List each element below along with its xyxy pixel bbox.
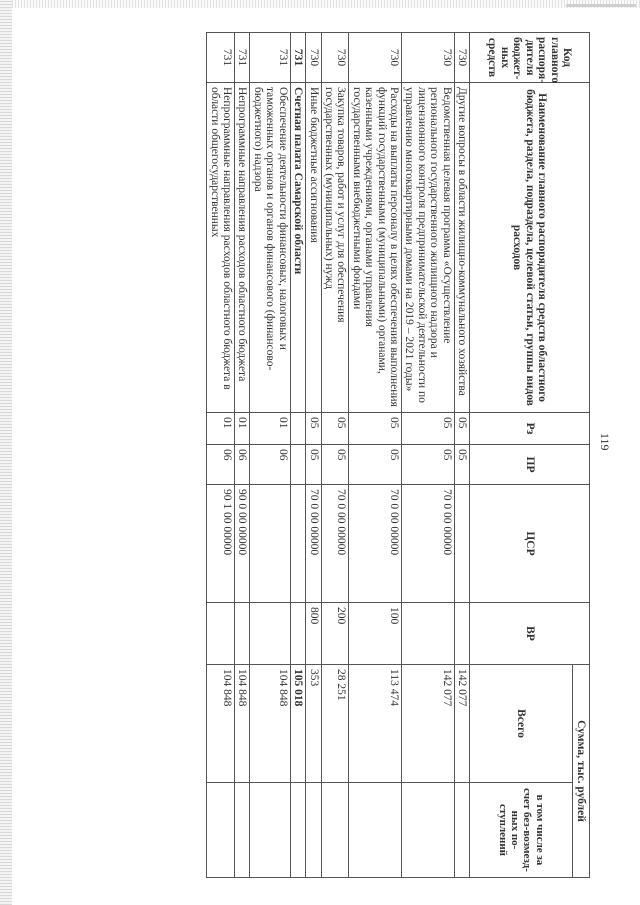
cell-pr: 06 (235, 445, 250, 485)
cell-rz: 05 (349, 413, 402, 445)
scan-edge-top (12, 0, 640, 8)
cell-code: 730 (454, 33, 469, 83)
cell-code: 730 (349, 33, 402, 83)
cell-pr: 05 (349, 445, 402, 485)
table-row (290, 33, 305, 878)
cell-csr: 70 0 00 00000 (349, 485, 402, 603)
cell-pr: 06 (207, 445, 235, 485)
cell-code: 731 (250, 33, 290, 83)
cell-pr: 05 (454, 445, 469, 485)
cell-csr (250, 485, 290, 603)
scan-edge-left (0, 0, 12, 905)
header-name: Наименование главного распорядителя средств областного бюджета, раздела, подраздела, целевой статьи, группы видов расходов (470, 83, 590, 413)
scan-corner-mark (566, 4, 636, 7)
cell-name: Расходы на выплаты персоналу в целях обеспечения выполнения функций государственными (муниципальными) органами, казенными учреждениями, органами управления государственными внебюджетными фондами (349, 83, 402, 413)
table-row (401, 33, 454, 878)
table-row (250, 33, 290, 878)
cell-code: 731 (290, 33, 305, 83)
cell-rz: 01 (235, 413, 250, 445)
cell-free (250, 783, 290, 878)
cell-code: 730 (401, 33, 454, 83)
cell-total: 105 018 (290, 665, 305, 783)
cell-free (349, 783, 402, 878)
cell-code: 730 (306, 33, 321, 83)
cell-csr (290, 485, 305, 603)
header-sum: Сумма, тыс. рублей (573, 665, 590, 878)
cell-name: Иные бюджетные ассигнования (306, 83, 321, 413)
cell-code: 731 (207, 33, 235, 83)
budget-table (206, 32, 590, 878)
cell-rz: 05 (306, 413, 321, 445)
header-csr: ЦСР (470, 485, 590, 603)
cell-csr: 90 0 00 00000 (235, 485, 250, 603)
cell-name: Обеспечение деятельности финансовых, налоговых и таможенных органов и органов финансового (финансово-бюджетного) надзора (250, 83, 290, 413)
cell-free (207, 783, 235, 878)
table-row (207, 33, 235, 878)
cell-name: Закупка товаров, работ и услуг для обеспечения государственных (муниципальных) нужд (321, 83, 349, 413)
cell-vr: 800 (306, 603, 321, 665)
cell-name: Непрограммные направления расходов областного бюджета (235, 83, 250, 413)
table-body (207, 33, 470, 878)
cell-total: 142 077 (454, 665, 469, 783)
cell-csr (454, 485, 469, 603)
table-row (321, 33, 349, 878)
cell-vr (401, 603, 454, 665)
cell-vr (250, 603, 290, 665)
cell-total: 28 251 (321, 665, 349, 783)
cell-pr: 05 (401, 445, 454, 485)
cell-csr: 70 0 00 00000 (401, 485, 454, 603)
table-row (235, 33, 250, 878)
cell-code: 730 (321, 33, 349, 83)
cell-free (321, 783, 349, 878)
header-code: Код главного распоря-дителя бюджет-ных средств (470, 33, 590, 83)
table-row (306, 33, 321, 878)
header-rz: Рз (470, 413, 590, 445)
cell-free (401, 783, 454, 878)
table-row (349, 33, 402, 878)
cell-total: 113 474 (349, 665, 402, 783)
cell-vr: 200 (321, 603, 349, 665)
cell-rz: 05 (321, 413, 349, 445)
header-vr: ВР (470, 603, 590, 665)
cell-pr (290, 445, 305, 485)
cell-vr (454, 603, 469, 665)
table-row (454, 33, 469, 878)
cell-total: 353 (306, 665, 321, 783)
cell-rz (290, 413, 305, 445)
cell-pr: 05 (306, 445, 321, 485)
cell-vr (235, 603, 250, 665)
cell-free (290, 783, 305, 878)
cell-total: 104 848 (250, 665, 290, 783)
cell-total: 104 848 (235, 665, 250, 783)
cell-name: Ведомственная целевая программа «Осуществление регионального государственного жилищного надзора и лицензионного контроля предпринимательской деятельности по управлению многоквартирными домами на 2019 – 2021 годы» (401, 83, 454, 413)
header-pr: ПР (470, 445, 590, 485)
cell-rz: 05 (454, 413, 469, 445)
cell-free (235, 783, 250, 878)
cell-vr (290, 603, 305, 665)
cell-csr: 90 1 00 00000 (207, 485, 235, 603)
cell-csr: 70 0 00 00000 (306, 485, 321, 603)
cell-rz: 01 (207, 413, 235, 445)
cell-name: Непрограммные направления расходов областного бюджета в области общегосударственных (207, 83, 235, 413)
cell-vr: 100 (349, 603, 402, 665)
cell-total: 142 077 (401, 665, 454, 783)
header-total: Всего (470, 665, 573, 783)
cell-rz: 05 (401, 413, 454, 445)
cell-total: 104 848 (207, 665, 235, 783)
cell-pr: 05 (321, 445, 349, 485)
cell-code: 731 (235, 33, 250, 83)
cell-vr (207, 603, 235, 665)
cell-name: Другие вопросы в области жилищно-коммунального хозяйства (454, 83, 469, 413)
cell-pr: 06 (250, 445, 290, 485)
cell-free (306, 783, 321, 878)
rotated-page (51, 28, 616, 883)
page-number: 119 (598, 433, 612, 451)
cell-csr: 70 0 00 00000 (321, 485, 349, 603)
header-free: в том числе за счет без-возмезд-ных по-ступлений (470, 783, 573, 878)
cell-free (454, 783, 469, 878)
cell-rz: 01 (250, 413, 290, 445)
cell-name: Счетная палата Самарской области (290, 83, 305, 413)
